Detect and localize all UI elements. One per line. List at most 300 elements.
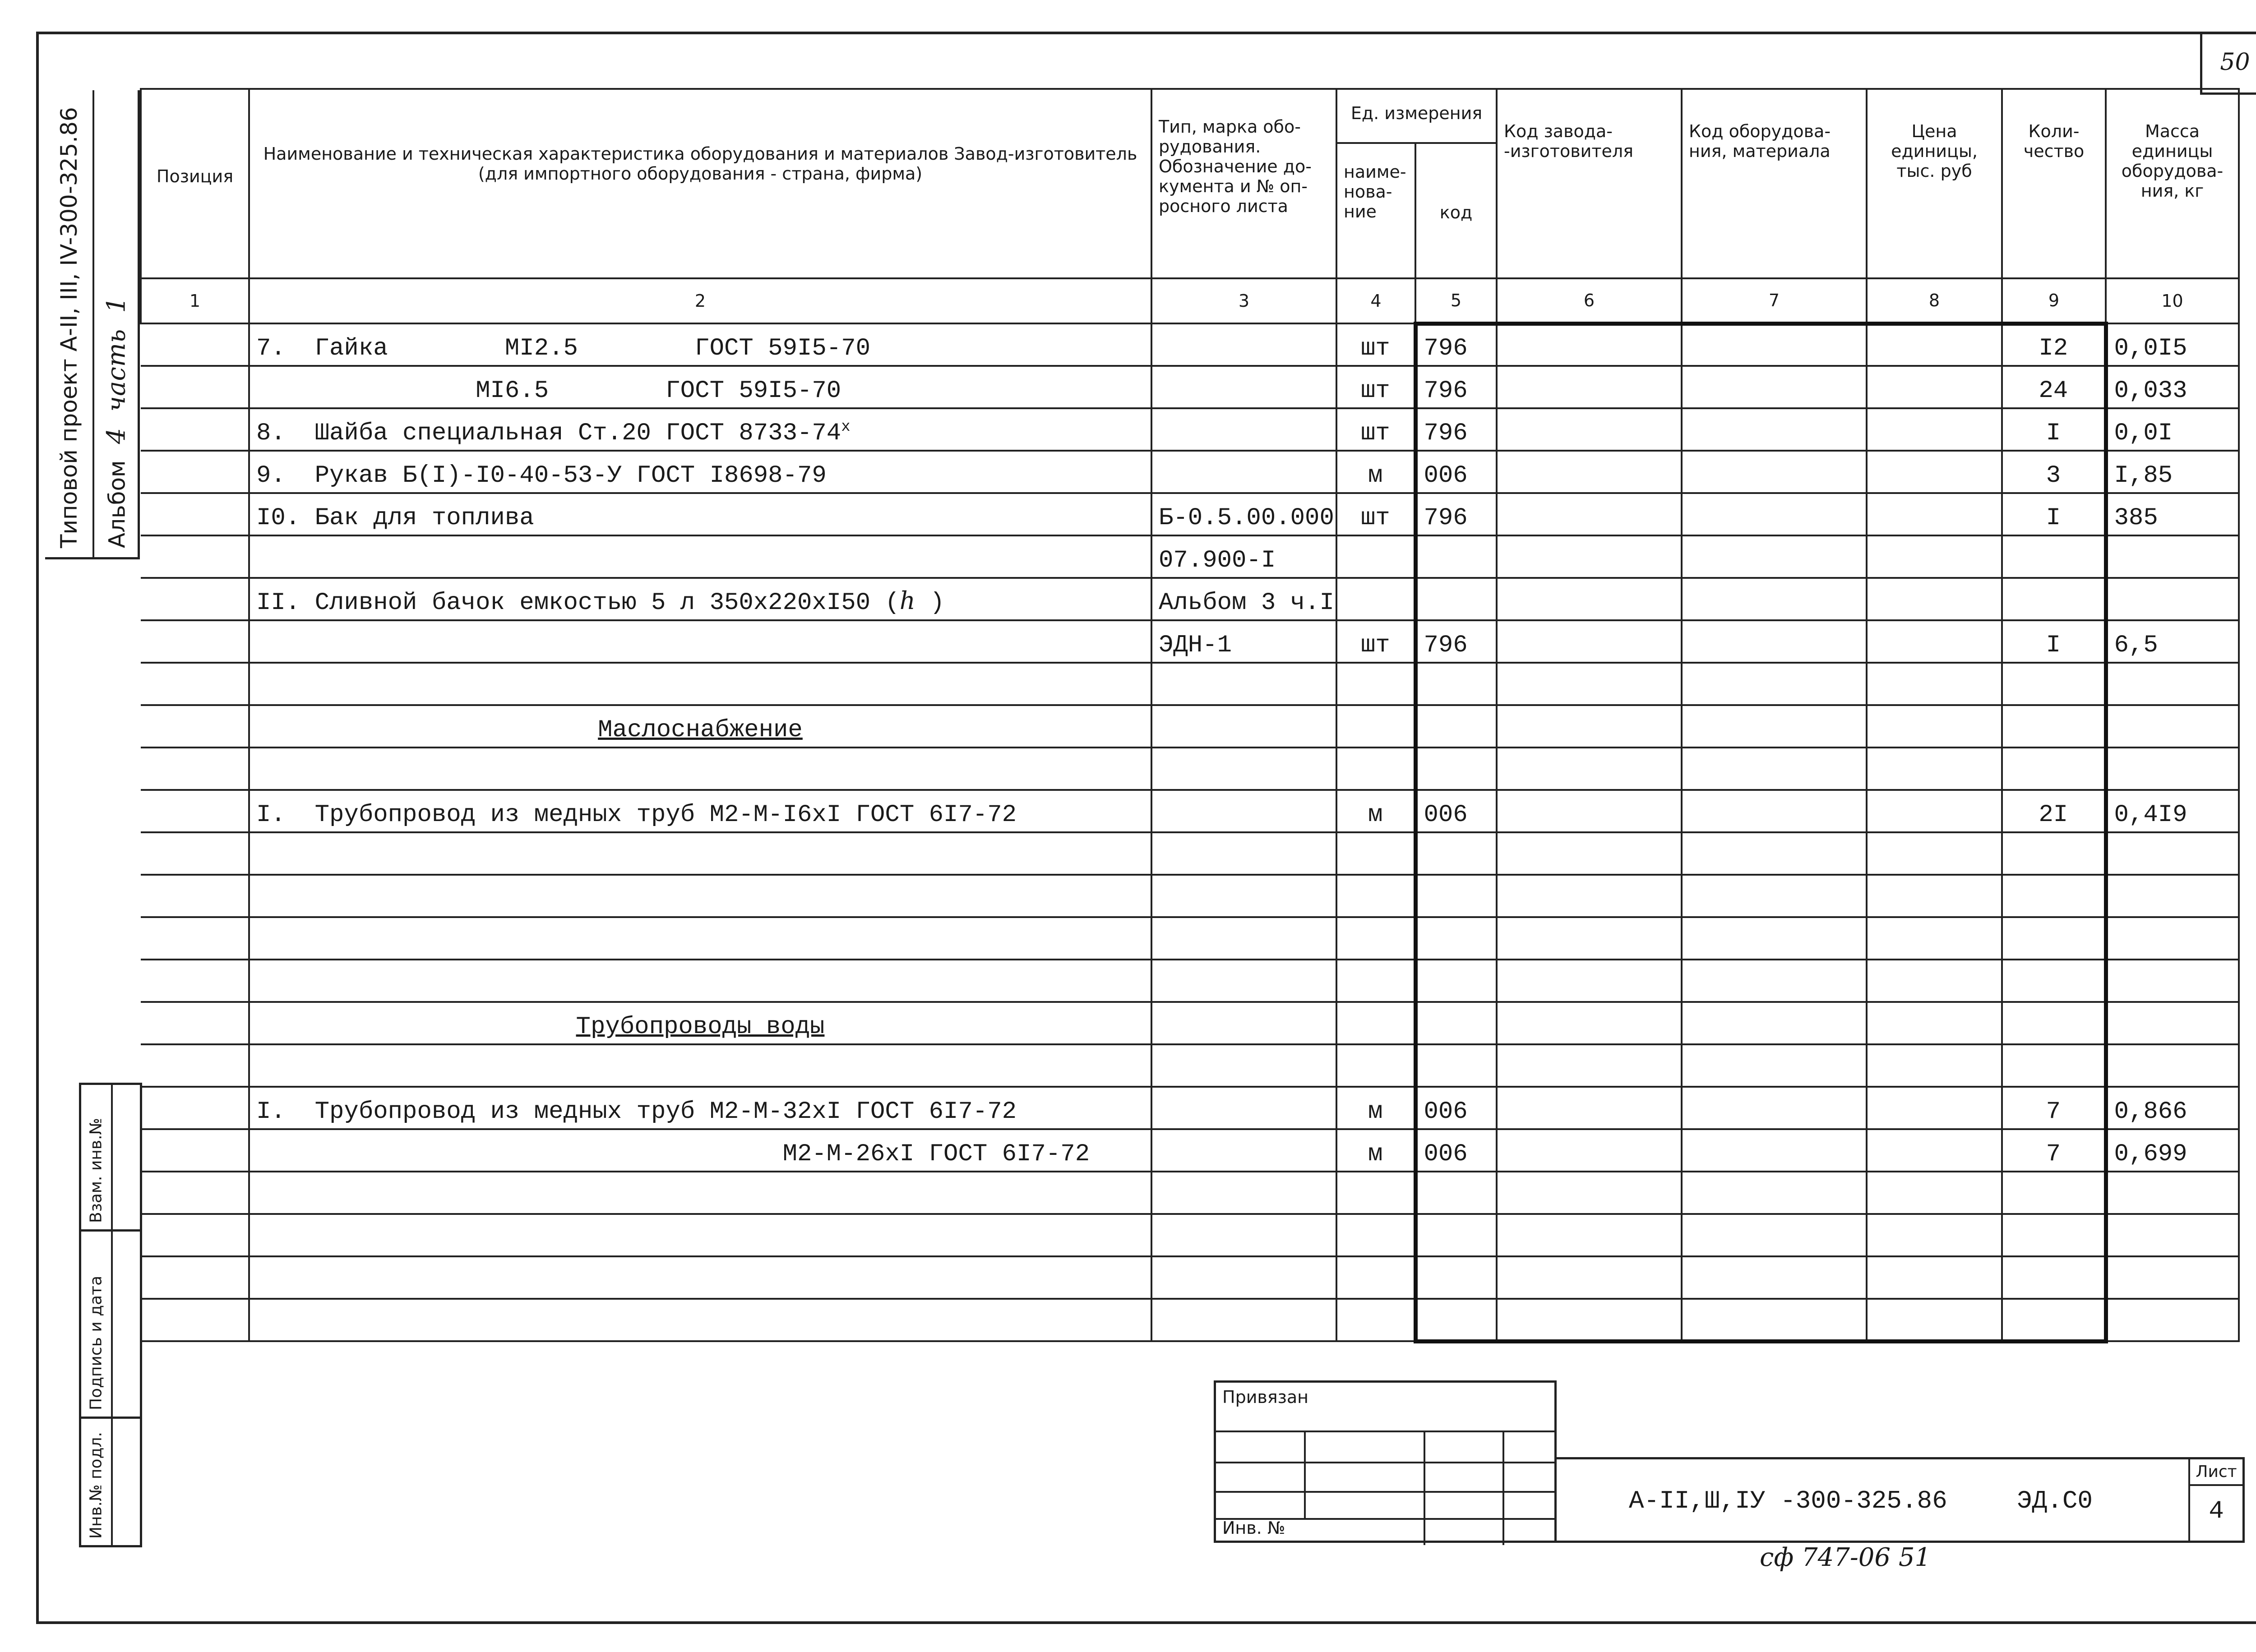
table-row — [141, 1044, 2239, 1087]
cell-quantity — [2002, 1256, 2106, 1299]
cell-material-code — [1682, 578, 1867, 620]
cell-unit-code — [1415, 960, 1497, 1002]
cell-price — [1867, 790, 2002, 832]
cell-mass: 0,0I5 — [2106, 323, 2239, 366]
cell-unit — [1336, 663, 1415, 705]
item-name: I. Трубопровод из медных труб М2-М-32хI ГОСТ 6I7-72 — [256, 1098, 1017, 1126]
cell-position — [141, 535, 249, 578]
cell-material-code — [1682, 748, 1867, 790]
item-name: 7. Гайка МI2.5 ГОСТ 59I5-70 — [256, 335, 871, 362]
cell-type: 07.900-I — [1151, 535, 1336, 578]
cell-position — [141, 832, 249, 875]
table-row — [141, 1299, 2239, 1341]
table-row — [141, 620, 2239, 663]
album-label: Альбом — [104, 460, 130, 548]
cell-position — [141, 1129, 249, 1172]
project-code: А-II,Ш,IУ -300-325.86 — [1629, 1486, 1947, 1515]
part-number: 1 — [102, 297, 131, 313]
album-number: 4 — [102, 428, 131, 444]
cell-position — [141, 323, 249, 366]
cell-factory-code — [1497, 408, 1682, 451]
cell-price — [1867, 1214, 2002, 1256]
table-row — [141, 493, 2239, 535]
stamp-podpis — [79, 1229, 142, 1419]
cell-price — [1867, 578, 2002, 620]
cell-unit-code — [1415, 535, 1497, 578]
cell-unit-code: 796 — [1415, 366, 1497, 408]
cell-factory-code — [1497, 790, 1682, 832]
cell-name — [249, 578, 1151, 620]
cell-name — [249, 1002, 1151, 1044]
cell-factory-code — [1497, 1172, 1682, 1214]
grid-line — [1304, 1432, 1306, 1518]
table-row — [141, 366, 2239, 408]
stamp-inv-podl — [79, 1417, 142, 1547]
cell-quantity: 2I — [2002, 790, 2106, 832]
cell-name — [249, 366, 1151, 408]
sheet-cell — [2188, 1459, 2242, 1541]
cell-unit — [1336, 535, 1415, 578]
cell-material-code — [1682, 832, 1867, 875]
cell-position — [141, 493, 249, 535]
cell-material-code — [1682, 1002, 1867, 1044]
cell-material-code — [1682, 535, 1867, 578]
cell-type — [1151, 408, 1336, 451]
cell-material-code — [1682, 790, 1867, 832]
cell-name — [249, 663, 1151, 705]
cell-factory-code — [1497, 578, 1682, 620]
cell-name — [249, 1129, 1151, 1172]
cell-unit-code: 796 — [1415, 493, 1497, 535]
side-title-line2-cell — [92, 90, 140, 557]
cell-unit-code — [1415, 875, 1497, 917]
cell-factory-code — [1497, 451, 1682, 493]
cell-quantity: I — [2002, 408, 2106, 451]
item-name: М2-М-26хI ГОСТ 6I7-72 — [256, 1140, 1090, 1168]
cell-material-code — [1682, 1256, 1867, 1299]
footer-handwritten-note: сф 747-06 51 — [1760, 1543, 1931, 1572]
cell-position — [141, 1044, 249, 1087]
cell-factory-code — [1497, 875, 1682, 917]
cell-unit-code: 796 — [1415, 620, 1497, 663]
cell-position — [141, 748, 249, 790]
cell-type — [1151, 1129, 1336, 1172]
cell-price — [1867, 960, 2002, 1002]
cell-factory-code — [1497, 748, 1682, 790]
cell-type — [1151, 663, 1336, 705]
cell-unit — [1336, 578, 1415, 620]
cell-type — [1151, 1002, 1336, 1044]
cell-unit — [1336, 1002, 1415, 1044]
table-row — [141, 408, 2239, 451]
cell-type — [1151, 366, 1336, 408]
cell-unit — [1336, 1172, 1415, 1214]
cell-unit-code — [1415, 748, 1497, 790]
cell-name — [249, 451, 1151, 493]
cell-quantity — [2002, 1002, 2106, 1044]
cell-unit-code — [1415, 663, 1497, 705]
cell-price — [1867, 832, 2002, 875]
cell-factory-code — [1497, 663, 1682, 705]
cell-name — [249, 790, 1151, 832]
cell-name — [249, 408, 1151, 451]
cell-unit-code — [1415, 1172, 1497, 1214]
cell-name — [249, 832, 1151, 875]
col-num: 2 — [249, 278, 1151, 323]
cell-position — [141, 1172, 249, 1214]
header-position: Позиция — [141, 89, 249, 278]
cell-unit: шт — [1336, 620, 1415, 663]
table-row — [141, 1002, 2239, 1044]
main-title-block — [1554, 1457, 2245, 1543]
cell-name — [249, 1214, 1151, 1256]
table-row — [141, 790, 2239, 832]
cell-type — [1151, 1256, 1336, 1299]
privyazan-block — [1214, 1380, 1557, 1543]
table-row — [141, 663, 2239, 705]
cell-factory-code — [1497, 917, 1682, 960]
cell-quantity: I2 — [2002, 323, 2106, 366]
cell-unit: шт — [1336, 408, 1415, 451]
table-row — [141, 875, 2239, 917]
cell-unit — [1336, 705, 1415, 748]
cell-type — [1151, 1044, 1336, 1087]
cell-price — [1867, 1044, 2002, 1087]
cell-quantity: 3 — [2002, 451, 2106, 493]
cell-position — [141, 1256, 249, 1299]
cell-name — [249, 1044, 1151, 1087]
cell-material-code — [1682, 366, 1867, 408]
header-name: Наименование и техническая характеристика оборудования и материалов Завод-изготовитель (для импортного оборудования - страна, фирма) — [249, 89, 1151, 278]
cell-unit — [1336, 917, 1415, 960]
cell-unit-code: 006 — [1415, 790, 1497, 832]
cell-mass: 0,699 — [2106, 1129, 2239, 1172]
col-num: 3 — [1151, 278, 1336, 323]
cell-name — [249, 1256, 1151, 1299]
header-unit-name: наиме- нова- ние — [1336, 143, 1415, 278]
table-row — [141, 1172, 2239, 1214]
cell-price — [1867, 1087, 2002, 1129]
sheet-value: 4 — [2209, 1496, 2224, 1525]
cell-price — [1867, 1299, 2002, 1341]
cell-unit-code: 006 — [1415, 451, 1497, 493]
cell-quantity — [2002, 1214, 2106, 1256]
cell-quantity — [2002, 917, 2106, 960]
cell-mass: 0,866 — [2106, 1087, 2239, 1129]
cell-material-code — [1682, 451, 1867, 493]
col-num: 1 — [141, 278, 249, 323]
cell-name — [249, 323, 1151, 366]
cell-name — [249, 493, 1151, 535]
cell-price — [1867, 535, 2002, 578]
cell-unit-code — [1415, 1002, 1497, 1044]
cell-unit-code — [1415, 1044, 1497, 1087]
cell-mass: 0,033 — [2106, 366, 2239, 408]
sheet-label: Лист — [2190, 1459, 2242, 1486]
cell-quantity — [2002, 960, 2106, 1002]
header-unit-code: код — [1415, 143, 1497, 278]
handwritten-mark: h — [899, 586, 915, 615]
item-name-tail: ) — [915, 589, 945, 617]
cell-material-code — [1682, 917, 1867, 960]
cell-material-code — [1682, 1044, 1867, 1087]
doc-code: ЭД.С0 — [2017, 1486, 2093, 1515]
cell-unit-code — [1415, 1214, 1497, 1256]
cell-quantity — [2002, 832, 2106, 875]
cell-quantity — [2002, 1299, 2106, 1341]
cell-unit-code — [1415, 917, 1497, 960]
cell-position — [141, 620, 249, 663]
cell-type — [1151, 1299, 1336, 1341]
cell-quantity: 7 — [2002, 1129, 2106, 1172]
cell-unit — [1336, 1256, 1415, 1299]
cell-factory-code — [1497, 366, 1682, 408]
header-units: Ед. измерения — [1336, 89, 1497, 143]
cell-type — [1151, 451, 1336, 493]
cell-mass: I,85 — [2106, 451, 2239, 493]
table-row — [141, 535, 2239, 578]
cell-unit-code — [1415, 1299, 1497, 1341]
cell-name — [249, 748, 1151, 790]
cell-unit — [1336, 1214, 1415, 1256]
cell-factory-code — [1497, 1002, 1682, 1044]
cell-unit: шт — [1336, 493, 1415, 535]
table-row — [141, 323, 2239, 366]
cell-quantity — [2002, 1172, 2106, 1214]
cell-quantity: I — [2002, 493, 2106, 535]
cell-material-code — [1682, 960, 1867, 1002]
cell-price — [1867, 1002, 2002, 1044]
cell-factory-code — [1497, 1129, 1682, 1172]
cell-quantity — [2002, 705, 2106, 748]
cell-unit — [1336, 832, 1415, 875]
table-row — [141, 1256, 2239, 1299]
inv-no-label: Инв. № — [1222, 1518, 1285, 1538]
cell-price — [1867, 493, 2002, 535]
cell-unit — [1336, 1044, 1415, 1087]
cell-material-code — [1682, 705, 1867, 748]
cell-position — [141, 408, 249, 451]
cell-factory-code — [1497, 1256, 1682, 1299]
privyazan-label: Привязан — [1216, 1383, 1554, 1432]
cell-price — [1867, 875, 2002, 917]
cell-unit-code — [1415, 578, 1497, 620]
cell-position — [141, 705, 249, 748]
cell-mass — [2106, 875, 2239, 917]
cell-material-code — [1682, 1087, 1867, 1129]
table-row — [141, 960, 2239, 1002]
cell-mass — [2106, 748, 2239, 790]
item-name: МI6.5 ГОСТ 59I5-70 — [256, 377, 841, 405]
cell-factory-code — [1497, 832, 1682, 875]
col-num: 4 — [1336, 278, 1415, 323]
cell-name — [249, 1087, 1151, 1129]
cell-unit: м — [1336, 451, 1415, 493]
cell-mass: 0,4I9 — [2106, 790, 2239, 832]
cell-type — [1151, 1214, 1336, 1256]
cell-price — [1867, 1129, 2002, 1172]
cell-mass: 0,0I — [2106, 408, 2239, 451]
cell-name — [249, 535, 1151, 578]
cell-unit-code: 796 — [1415, 323, 1497, 366]
header-factory-code: Код завода- -изготовителя — [1497, 89, 1682, 278]
cell-mass — [2106, 705, 2239, 748]
table-row — [141, 578, 2239, 620]
item-name: II. Сливной бачок емкостью 5 л 350х220хI50 ( — [256, 589, 900, 617]
cell-price — [1867, 323, 2002, 366]
stamp-vzam-label: Взам. инв.№ — [87, 1118, 106, 1223]
cell-position — [141, 960, 249, 1002]
cell-material-code — [1682, 1214, 1867, 1256]
cell-mass — [2106, 1256, 2239, 1299]
cell-unit-code — [1415, 1256, 1497, 1299]
cell-type: Альбом 3 ч.I — [1151, 578, 1336, 620]
table-row — [141, 748, 2239, 790]
cell-mass — [2106, 1299, 2239, 1341]
cell-material-code — [1682, 493, 1867, 535]
cell-position — [141, 578, 249, 620]
cell-unit: шт — [1336, 323, 1415, 366]
cell-price — [1867, 1172, 2002, 1214]
cell-position — [141, 1299, 249, 1341]
cell-material-code — [1682, 620, 1867, 663]
cell-material-code — [1682, 323, 1867, 366]
cell-mass: 6,5 — [2106, 620, 2239, 663]
cell-type — [1151, 748, 1336, 790]
cell-unit-code: 796 — [1415, 408, 1497, 451]
part-label: часть — [102, 329, 131, 412]
cell-material-code — [1682, 1299, 1867, 1341]
cell-quantity — [2002, 1044, 2106, 1087]
cell-mass — [2106, 663, 2239, 705]
item-name: I. Трубопровод из медных труб М2-М-I6хI ГОСТ 6I7-72 — [256, 801, 1017, 829]
cell-material-code — [1682, 408, 1867, 451]
cell-type — [1151, 323, 1336, 366]
col-num: 7 — [1682, 278, 1867, 323]
cell-type — [1151, 917, 1336, 960]
cell-unit — [1336, 960, 1415, 1002]
cell-unit-code: 006 — [1415, 1087, 1497, 1129]
cell-price — [1867, 1256, 2002, 1299]
cell-name — [249, 1299, 1151, 1341]
cell-unit: м — [1336, 1087, 1415, 1129]
col-num: 8 — [1867, 278, 2002, 323]
cell-name — [249, 1172, 1151, 1214]
cell-price — [1867, 408, 2002, 451]
col-num: 9 — [2002, 278, 2106, 323]
section-title: Маслоснабжение — [598, 716, 803, 744]
cell-type: ЭДН-1 — [1151, 620, 1336, 663]
cell-type: Б-0.5.00.000 — [1151, 493, 1336, 535]
col-num: 6 — [1497, 278, 1682, 323]
grid-line — [1424, 1432, 1425, 1545]
cell-material-code — [1682, 1172, 1867, 1214]
cell-mass — [2106, 1002, 2239, 1044]
cell-type — [1151, 790, 1336, 832]
cell-unit: м — [1336, 1129, 1415, 1172]
cell-mass: 385 — [2106, 493, 2239, 535]
superscript-mark: x — [841, 419, 851, 436]
column-numbers-row — [141, 278, 2239, 323]
cell-position — [141, 366, 249, 408]
side-title-line1-cell — [45, 90, 94, 557]
table-row — [141, 1129, 2239, 1172]
sheet-top-number: 50 — [2200, 32, 2256, 95]
specification-table — [140, 88, 2240, 1343]
cell-mass — [2106, 917, 2239, 960]
cell-quantity — [2002, 748, 2106, 790]
cell-position — [141, 790, 249, 832]
cell-name — [249, 875, 1151, 917]
cell-material-code — [1682, 875, 1867, 917]
cell-name — [249, 917, 1151, 960]
cell-material-code — [1682, 1129, 1867, 1172]
cell-unit — [1336, 1299, 1415, 1341]
col-num: 10 — [2106, 278, 2239, 323]
table-row — [141, 451, 2239, 493]
cell-quantity — [2002, 535, 2106, 578]
cell-factory-code — [1497, 1214, 1682, 1256]
cell-quantity — [2002, 578, 2106, 620]
cell-quantity: I — [2002, 620, 2106, 663]
cell-factory-code — [1497, 960, 1682, 1002]
cell-type — [1151, 960, 1336, 1002]
cell-quantity — [2002, 663, 2106, 705]
cell-price — [1867, 366, 2002, 408]
cell-factory-code — [1497, 323, 1682, 366]
cell-material-code — [1682, 663, 1867, 705]
side-title-block — [45, 90, 140, 559]
side-title-line1: Типовой проект А-II, III, IV-300-325.86 — [55, 107, 82, 548]
table-row — [141, 917, 2239, 960]
table-row — [141, 1087, 2239, 1129]
cell-price — [1867, 663, 2002, 705]
table-row — [141, 832, 2239, 875]
cell-unit-code — [1415, 705, 1497, 748]
cell-position — [141, 451, 249, 493]
cell-price — [1867, 705, 2002, 748]
cell-type — [1151, 875, 1336, 917]
cell-factory-code — [1497, 1299, 1682, 1341]
cell-mass — [2106, 960, 2239, 1002]
header-quantity: Коли- чество — [2002, 89, 2106, 278]
stamp-vzam — [79, 1083, 142, 1232]
cell-name — [249, 960, 1151, 1002]
grid-line — [1502, 1432, 1504, 1545]
cell-mass — [2106, 1214, 2239, 1256]
cell-mass — [2106, 832, 2239, 875]
cell-unit-code — [1415, 832, 1497, 875]
cell-position — [141, 663, 249, 705]
cell-unit: шт — [1336, 366, 1415, 408]
table-row — [141, 705, 2239, 748]
side-title-line2 — [102, 297, 131, 548]
item-name: I0. Бак для топлива — [256, 504, 534, 532]
cell-price — [1867, 451, 2002, 493]
cell-factory-code — [1497, 705, 1682, 748]
cell-factory-code — [1497, 1044, 1682, 1087]
cell-price — [1867, 620, 2002, 663]
cell-price — [1867, 748, 2002, 790]
cell-quantity — [2002, 875, 2106, 917]
cell-quantity: 24 — [2002, 366, 2106, 408]
cell-unit-code: 006 — [1415, 1129, 1497, 1172]
header-type: Тип, марка обо- рудования. Обозначение до- кумента и № оп- росного листа — [1151, 89, 1336, 278]
stamp-podpis-label: Подпись и дата — [87, 1275, 106, 1410]
cell-position — [141, 1214, 249, 1256]
cell-mass — [2106, 578, 2239, 620]
item-name: 9. Рукав Б(I)-I0-40-53-У ГОСТ I8698-79 — [256, 462, 827, 489]
